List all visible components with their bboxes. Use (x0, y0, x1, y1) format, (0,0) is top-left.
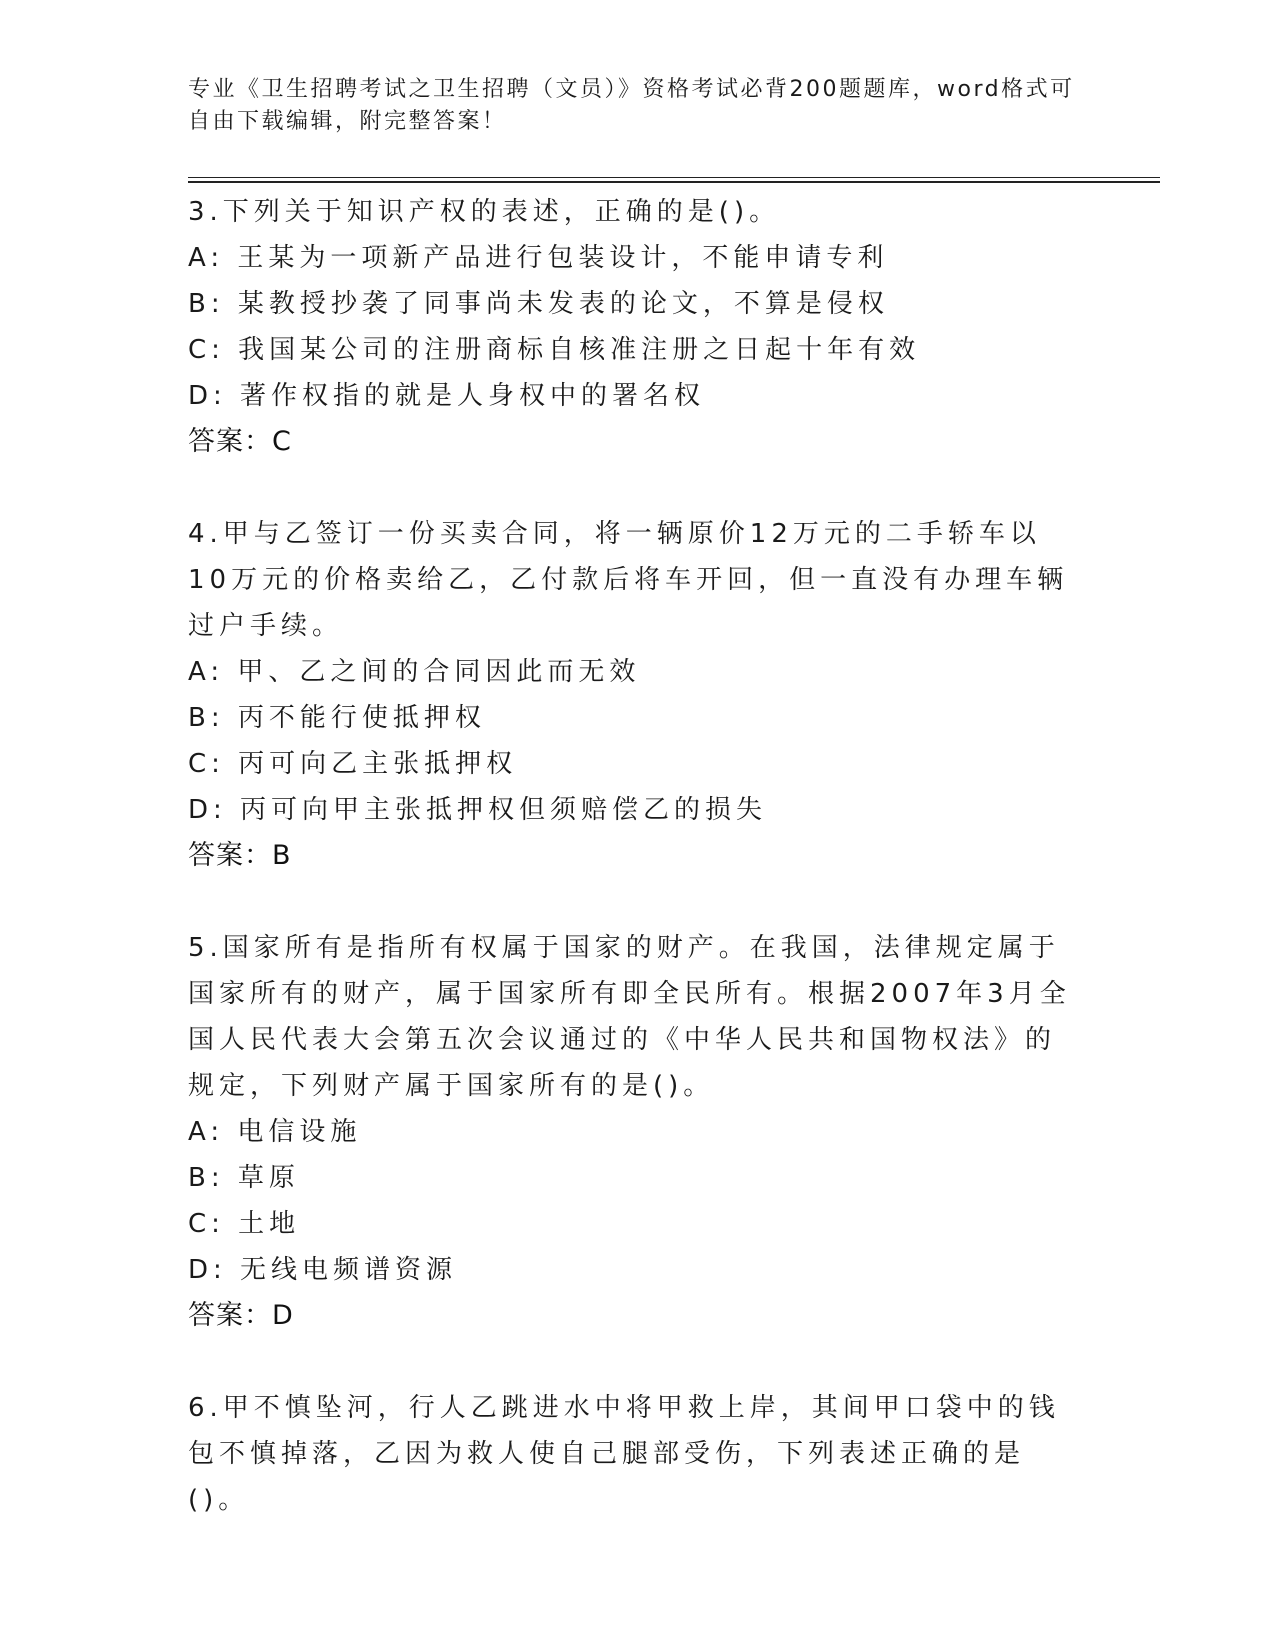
option-b: B: 丙不能行使抵押权 (188, 703, 486, 733)
answer: 答案：D (188, 1300, 294, 1331)
header-divider (188, 177, 1160, 178)
header-divider-thick (188, 181, 1160, 183)
option-d: D: 丙可向甲主张抵押权但须赔偿乙的损失 (188, 795, 768, 825)
document-header: 专业《卫生招聘考试之卫生招聘（文员）》资格考试必背200题题库，word格式可自由下载编辑，附完整答案！ (188, 77, 1075, 134)
question-6 (188, 1385, 1078, 1523)
answer: 答案：C (188, 426, 292, 457)
option-d: D: 无线电频谱资源 (188, 1255, 458, 1285)
option-b: B: 某教授抄袭了同事尚未发表的论文，不算是侵权 (188, 289, 889, 319)
option-c: C: 我国某公司的注册商标自核准注册之日起十年有效 (188, 335, 921, 365)
question-5 (188, 925, 1078, 1339)
option-a: A: 甲、乙之间的合同因此而无效 (188, 657, 641, 687)
question-4 (188, 511, 1078, 879)
option-c: C: 丙可向乙主张抵押权 (188, 749, 518, 779)
option-a: A: 电信设施 (188, 1117, 362, 1147)
question-text: 5.国家所有是指所有权属于国家的财产。在我国，法律规定属于国家所有的财产，属于国家所有即全民所有。根据2007年3月全国人民代表大会第五次会议通过的《中华人民共和国物权法》的规定，下列财产属于国家所有的是()。 (188, 933, 1071, 1101)
option-d: D: 著作权指的就是人身权中的署名权 (188, 381, 706, 411)
question-text: 6.甲不慎坠河，行人乙跳进水中将甲救上岸，其间甲口袋中的钱包不慎掉落，乙因为救人使自己腿部受伤，下列表述正确的是()。 (188, 1393, 1060, 1515)
option-b: B: 草原 (188, 1163, 300, 1193)
question-3 (188, 189, 1078, 465)
option-c: C: 土地 (188, 1209, 301, 1239)
answer: 答案：B (188, 840, 292, 871)
question-text: 4.甲与乙签订一份买卖合同，将一辆原价12万元的二手轿车以10万元的价格卖给乙，乙付款后将车开回，但一直没有办理车辆过户手续。 (188, 519, 1069, 641)
option-a: A: 王某为一项新产品进行包装设计，不能申请专利 (188, 243, 889, 273)
question-list (188, 189, 1078, 1569)
question-text: 3.下列关于知识产权的表述，正确的是()。 (188, 197, 781, 227)
